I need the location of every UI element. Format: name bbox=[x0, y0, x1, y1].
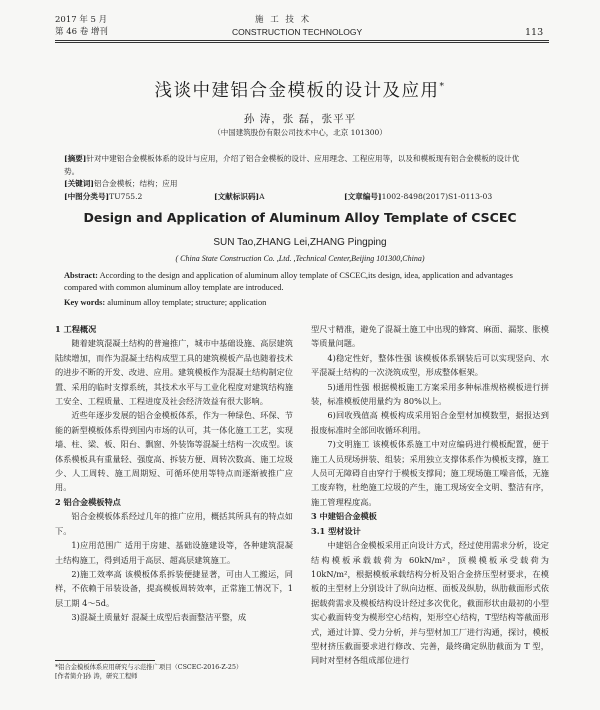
article-title-en: Design and Application of Aluminum Alloy Template of CSCEC bbox=[83, 210, 517, 225]
doc-code-value: A bbox=[259, 191, 265, 201]
body-paragraph: 型尺寸精准，避免了混凝土施工中出现的蜂窝、麻面、漏浆、胀模等质量问题。 bbox=[311, 324, 549, 349]
section-heading: 2 铝合金模板特点 bbox=[55, 496, 121, 507]
keywords-en-label: Key words: bbox=[64, 298, 106, 307]
abstract-en: According to the design and application of aluminum alloy template of CSCEC,its design, idea, application and advantages compared with common aluminum alloy template are introduced. bbox=[64, 271, 513, 292]
abstract-zh: 针对中建铝合金模板体系的设计与应用，介绍了铝合金模板的设计、应用理念、工程应用等，以及和模板现有铝合金模板的设计优势。 bbox=[64, 154, 520, 176]
header-page-number: 113 bbox=[525, 27, 544, 38]
left-column bbox=[55, 322, 293, 625]
doc-code-label: [文献标识码] bbox=[214, 191, 260, 201]
body-paragraph: 1)应用范围广 适用于房建、基础设施建设等，各种建筑混凝土结构施工，得到适用于高层、超高层建筑施工。 bbox=[55, 540, 293, 565]
footnote-funding: *铝合金模板体系应用研究与示范推广项目（CSCEC-2016-Z-25） bbox=[55, 664, 243, 671]
keywords-zh: 铝合金模板；结构；应用 bbox=[93, 179, 178, 188]
abstract-en-label: Abstract: bbox=[64, 271, 98, 280]
header-rule-top bbox=[55, 40, 549, 41]
article-no-label: [文章编号] bbox=[344, 191, 382, 201]
right-column bbox=[311, 322, 549, 668]
footnote-author-bio: [作者简介]孙 涛，研究工程师 bbox=[55, 673, 138, 680]
footnote bbox=[55, 663, 295, 681]
body-paragraph: 7)文明施工 该模板体系施工中对应编码进行模板配置，便于施工人员现场拼装、组装；采用独立支撑体系作为模板支撑，施工人员可无障碍自由穿行于模板支撑间；施工现场施工噪音低，无施工废弃物，杜绝施工垃圾的产生，施工现场安全文明、整洁有序，施工管理程度高。 bbox=[311, 439, 549, 507]
title-footnote-mark: * bbox=[439, 82, 446, 93]
header-journal-en: CONSTRUCTION TECHNOLOGY bbox=[232, 27, 363, 37]
body-paragraph: 5)通用性强 根据模板施工方案采用多种标准规格模板进行拼装，标准模板使用量约为 80%以上。 bbox=[311, 381, 549, 407]
authors-zh: 孙 涛，张 磊，张平平 bbox=[243, 113, 357, 125]
header-date: 2017 年 5 月 bbox=[55, 15, 108, 25]
section-heading: 3 中建铝合金模板 bbox=[311, 511, 377, 522]
article-no-value: 1002-8498(2017)S1-0113-03 bbox=[381, 191, 493, 201]
body-paragraph: 6)回收残值高 模板构成采用铝合金型材加模数型，据报达到报废标准时全部回收循环利用。 bbox=[311, 410, 549, 435]
abstract-en-block bbox=[64, 270, 534, 309]
header-rule-bottom bbox=[55, 42, 549, 43]
body-paragraph: 近些年逐步发展的铝合金模板体系，作为一种绿色、环保、节能的新型模板体系得到国内市场的认可，其一体化施工工艺，实现墙、柱、梁、板、阳台、飘窗、外装饰等混凝土结构一次成型。该体系模板具有重量轻、强度高、拆装方便、周转次数高、施工垃圾少、人工周转、施工周期短、可循环使用等特点而逐渐被推广应用。 bbox=[55, 410, 293, 493]
keywords-zh-label: [关键词] bbox=[64, 179, 94, 188]
affiliation-en: ( China State Construction Co. ,Ltd. ,Technical Center,Beijing 101300,China) bbox=[175, 254, 425, 263]
header-journal-zh: 施 工 技 术 bbox=[255, 15, 312, 25]
affiliation-zh: （中国建筑股份有限公司技术中心，北京 101300） bbox=[213, 128, 387, 137]
section-heading: 3.1 型材设计 bbox=[311, 525, 361, 536]
body-paragraph: 2)施工效率高 该模板体系拆装便捷显著，可由人工搬运，同样，不依赖于吊装设备，提高模板周转效率，正常施工情况下，1 层工期 4～5d。 bbox=[55, 568, 293, 608]
body-paragraph: 中建铝合金模板采用正向设计方式，经过使用需求分析，设定结构模板承载载荷为 60kN/m²，顶模模板承受载荷为 10kN/m²，根据模板承载结构分析及铝合金挤压型材要求，在模板的主型材上分别设计了纵向边框、面板及纵肋，纵肋截面形式依据载荷需求及模板结构设计经过多次优化，截面形状由最初的小型实心截面转变为模形空心结构，矩形空心结构，T型结构等截面形式，通过计算、受力分析，并与型材加工厂进行沟通，探讨，模板型材挤压截面要求进行修改、完善，最终确定纵肋截面为 T 型，同时对型材各组成部位进行 bbox=[311, 540, 549, 666]
body-paragraph: 3)混凝土质量好 混凝土成型后表面整洁平整，成 bbox=[71, 612, 247, 623]
authors-en: SUN Tao,ZHANG Lei,ZHANG Pingping bbox=[213, 237, 387, 248]
body-paragraph: 随着建筑混凝土结构的普遍推广，城市中基础设施、高层建筑陆续增加，而作为混凝土结构成型工具的建筑模板产品也随着技术的进步不断的开发、改进、应用。建筑模板作为混凝土结构制定位置、采用的临时支撑系统，其技术水平与工业化程度对建筑结构施工安全、工程质量、工程进度及社会经济效益有很大影响。 bbox=[55, 338, 293, 407]
keywords-en: aluminum alloy template; structure; application bbox=[107, 298, 267, 307]
abstract-zh-block bbox=[64, 153, 534, 203]
clc-label: [中图分类号] bbox=[64, 191, 110, 201]
body-paragraph: 铝合金模板体系经过几年的推广应用，概括其所具有的特点如下。 bbox=[55, 511, 293, 536]
section-heading: 1 工程概况 bbox=[55, 324, 97, 334]
article-title-zh: 浅谈中建铝合金模板的设计及应用* bbox=[154, 81, 446, 101]
body-paragraph: 4)稳定性好，整体性强 该模板体系钢装后可以实现竖向、水平混凝土结构的一次浇筑成型，形成整体框架。 bbox=[311, 352, 549, 378]
header-volume: 第 46 卷 增刊 bbox=[55, 27, 108, 37]
clc-value: TU755.2 bbox=[109, 191, 143, 201]
footnote-rule bbox=[55, 660, 155, 661]
abstract-zh-label: [摘要] bbox=[64, 154, 87, 163]
